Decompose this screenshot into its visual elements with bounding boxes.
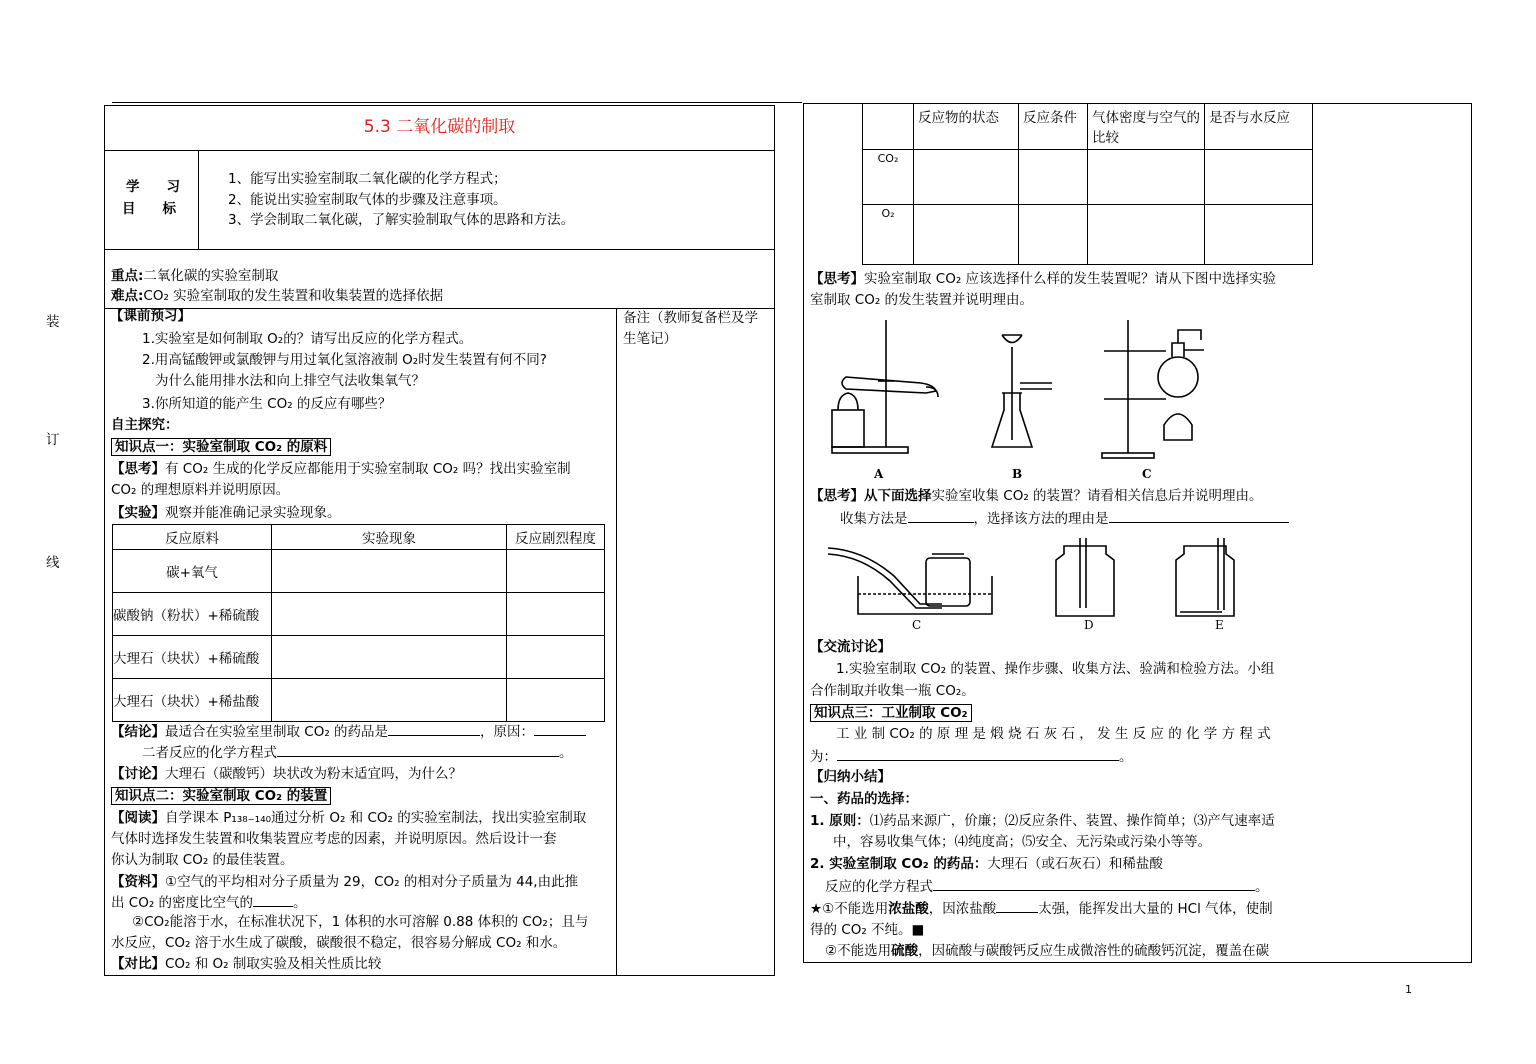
gen-label-b: B [1012,467,1023,481]
industrial-2: 为： 。 [810,746,1133,767]
gutter-char-xian: 线 [46,555,60,571]
col-label-d: D [1084,618,1094,632]
goal-3: 3、学会制取二氧化碳，了解实验制取气体的思路和方法。 [228,212,575,228]
goal-1: 1、能写出实验室制取二氧化碳的化学方程式； [228,171,507,187]
explore-label: 自主探究： [111,417,179,433]
discussion: 【讨论】大理石（碳酸钙）块状改为粉末适宜吗，为什么？ [111,766,462,782]
industrial-1: 工 业 制 CO₂ 的 原 理 是 煅 烧 石 灰 石 ， 发 生 反 应 的 化 学 方 程 式 [836,726,1271,742]
summary-title: 【归纳小结】 [810,769,891,785]
page-number: 1 [1405,983,1412,996]
goals-label-2: 目 标 [122,201,176,217]
collect-method: 收集方法是 ，选择该方法的理由是 [840,508,1289,529]
notes-label: 备注（教师复备栏及学生笔记） [623,310,758,347]
reading-2: 气体时选择发生装置和收集装置应考虑的因素，并说明原因。然后设计一套 [111,831,557,847]
exchange-2: 合作制取并收集一瓶 CO₂。 [810,683,975,699]
col-label-c: C [912,618,922,632]
cmp-row-gas: CO₂ [863,150,914,205]
exp-row-material: 碳+氧气 [113,550,272,593]
exp-row-material: 大理石（块状）+稀盐酸 [113,679,272,722]
compare: 【对比】CO₂ 和 O₂ 制取实验及相关性质比较 [111,956,382,972]
goals-label-1: 学 习 [126,179,180,195]
page-title: 5.3 二氧化碳的制取 [363,117,516,137]
info-2: 出 CO₂ 的密度比空气的 。 [111,892,307,913]
warning-1: ★①不能选用浓盐酸，因浓盐酸 太强，能挥发出大量的 HCl 气体，使制 [810,898,1273,919]
gutter-char-ding: 订 [46,432,60,448]
think-3: 【思考】从下面选择实验室收集 CO₂ 的装置？请看相关信息后并说明理由。 [810,488,1263,504]
knowledge-point-1: 知识点一：实验室制取 CO₂ 的原料 [111,437,331,457]
cmp-header-state: 反应物的状态 [914,104,1019,150]
experiment-note: 【实验】观察并能准确记录实验现象。 [111,505,341,521]
think-2: 【思考】实验室制取 CO₂ 应该选择什么样的发生装置呢？请从下图中选择实验 [810,271,1277,287]
info-1: 【资料】①空气的平均相对分子质量为 29，CO₂ 的相对分子质量为 44,由此推 [111,874,579,890]
cmp-row-gas: O₂ [863,205,914,265]
preview-title: 【课前预习】 [110,308,191,324]
col-label-e: E [1215,618,1224,632]
exp-row-material: 大理石（块状）+稀硫酸 [113,636,272,679]
preview-q1: 1.实验室是如何制取 O₂的？请写出反应的化学方程式。 [142,331,473,347]
cmp-header-density: 气体密度与空气的比较 [1088,104,1205,150]
goal-2: 2、能说出实验室制取气体的步骤及注意事项。 [228,192,507,208]
gen-label-c: C [1142,467,1152,481]
exchange-title: 【交流讨论】 [810,639,891,655]
cmp-header-water: 是否与水反应 [1205,104,1313,150]
principle-1: 1. 原则：⑴药品来源广，价廉；⑵反应条件、装置、操作简单；⑶产气速率适 [810,813,1275,829]
exp-header-intensity: 反应剧烈程度 [507,525,605,550]
think-1b: CO₂ 的理想原料并说明原因。 [111,482,290,498]
info-3: ②CO₂能溶于水，在标准状况下，1 体积的水可溶解 0.88 体积的 CO₂；且与 [132,914,589,930]
difficult-point: 难点:CO₂ 实验室制取的发生装置和收集装置的选择依据 [111,288,444,304]
info-4: 水反应，CO₂ 溶于水生成了碳酸，碳酸很不稳定，很容易分解成 CO₂ 和水。 [111,935,567,951]
principle-1b: 中，容易收集气体；⑷纯度高；⑸安全、无污染或污染小等等。 [833,834,1211,850]
preview-q3: 3.你所知道的能产生 CO₂ 的反应有哪些？ [142,396,392,412]
drug-selection-title: 一、药品的选择： [810,791,918,807]
reading-3: 你认为制取 CO₂ 的最佳装置。 [111,852,294,868]
conclusion-equation: 二者反应的化学方程式 。 [142,742,573,763]
warning-1b: 得的 CO₂ 不纯。■ [810,922,925,938]
principle-2: 2. 实验室制取 CO₂ 的药品：大理石（或石灰石）和稀盐酸 [810,856,1163,872]
preview-q2b: 为什么能用排水法和向上排空气法收集氧气？ [155,373,425,389]
think-1: 【思考】有 CO₂ 生成的化学反应都能用于实验室制取 CO₂ 吗？找出实验室制 [111,461,571,477]
exp-header-phenomenon: 实验现象 [272,525,507,550]
preview-q2: 2.用高锰酸钾或氯酸钾与用过氧化氢溶液制 O₂时发生装置有何不同? [142,352,547,368]
gutter-char-zhuang: 装 [46,314,60,330]
think-2b: 室制取 CO₂ 的发生装置并说明理由。 [810,292,1034,308]
warning-2: ②不能选用硫酸，因硫酸与碳酸钙反应生成微溶性的硫酸钙沉淀，覆盖在碳 [825,943,1270,959]
key-point: 重点:二氧化碳的实验室制取 [111,268,279,284]
conclusion: 【结论】最适合在实验室里制取 CO₂ 的药品是 ，原因： [111,721,586,742]
gen-label-a: A [874,467,884,481]
collection-apparatus-figure [824,536,1244,634]
principle-2-equation: 反应的化学方程式 。 [825,876,1269,897]
exp-row-material: 碳酸钠（粉状）+稀硫酸 [113,593,272,636]
knowledge-point-2: 知识点二：实验室制取 CO₂ 的装置 [111,786,331,806]
reading-1: 【阅读】自学课本 P₁₃₈₋₁₄₀通过分析 O₂ 和 CO₂ 的实验室制法，找出实验室制取 [111,810,587,826]
cmp-header-condition: 反应条件 [1019,104,1088,150]
generation-apparatus-figure [826,315,1206,465]
top-rule [112,102,802,103]
experiment-table [112,524,605,722]
exp-header-material: 反应原料 [113,525,272,550]
comparison-table [862,103,1313,265]
exchange-1: 1.实验室制取 CO₂ 的装置、操作步骤、收集方法、验满和检验方法。小组 [836,661,1275,677]
knowledge-point-3: 知识点三：工业制取 CO₂ [810,703,972,723]
